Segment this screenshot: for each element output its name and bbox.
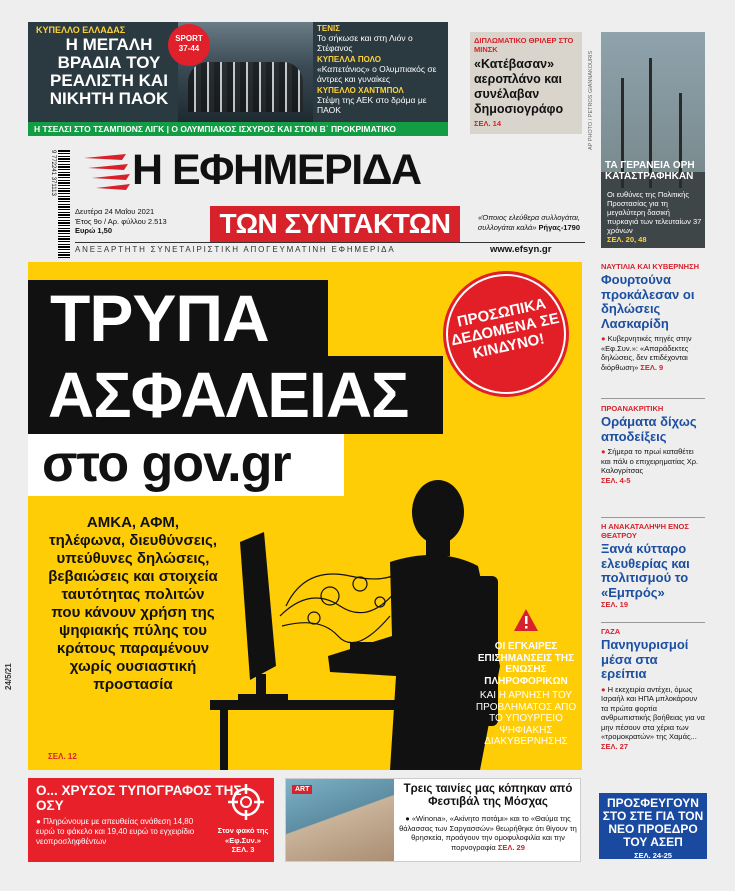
- minsk-page: ΣΕΛ. 14: [474, 119, 502, 128]
- website-link[interactable]: www.efsyn.gr: [490, 244, 552, 255]
- lead-body: ΑΜΚΑ, ΑΦΜ, τηλέφωνα, διευθύνσεις, υπεύθυνες δηλώσεις, βεβαιώσεις και στοιχεία ταυτότητας πολιτών που κάνουν χρήση της ψηφιακής πύλης του κράτους παραμένουν χωρίς ουσιαστική προστασία: [48, 514, 218, 693]
- barcode-number: 9 772241 371113: [50, 150, 56, 196]
- sports-headline[interactable]: Η ΜΕΓΑΛΗ ΒΡΑΔΙΑ ΤΟΥ ΡΕΑΛΙΣΤΗ ΚΑΙ ΝΙΚΗΤΗ ΠΑΟΚ: [49, 35, 169, 108]
- headline-line-3[interactable]: στο gov.gr: [28, 434, 344, 496]
- sidebar-story[interactable]: ΠΡΟΑΝΑΚΡΙΤΙΚΗ Οράματα δίχως αποδείξεις ● Σήμερα το πρωί καταθέτει και πάλι ο επιχειρηματίας Χρ. Καλογρίτσας ΣΕΛ. 4-5: [601, 404, 705, 485]
- minsk-kicker: ΔΙΠΛΩΜΑΤΙΚΟ ΘΡΙΛΕΡ ΣΤΟ ΜΙΝΣΚ: [474, 36, 574, 54]
- sports-brief[interactable]: «Καπετάνιος» ο Ολυμπιακός σε άντρες και γυναίκες: [317, 64, 437, 84]
- sports-briefs: ΤΕΝΙΣ Το σήκωσε και στη Λιόν ο Στέφανος ΚΥΠΕΛΛΑ ΠΟΛΟ «Καπετάνιος» ο Ολυμπιακός σε άντρες και γυναίκες ΚΥΠΕΛΛΟ ΧΑΝΤΜΠΟΛ Στέψη της ΑΕΚ στο δράμα με ΠΑΟΚ: [313, 22, 448, 122]
- art-tag: ART: [292, 785, 312, 794]
- sports-category: ΚΥΠΕΛΛΟ ΕΛΛΑΔΑΣ: [36, 25, 126, 35]
- divider: [601, 622, 705, 623]
- photo-credit: AP PHOTO / PETROS GIANNAKOURIS: [588, 50, 594, 150]
- sports-brief[interactable]: Το σήκωσε και στη Λιόν ο Στέφανος: [317, 33, 413, 53]
- asep-story[interactable]: [599, 793, 707, 859]
- asep-title[interactable]: ΠΡΟΣΦΕΥΓΟΥΝ ΣΤΟ ΣΤΕ ΓΙΑ ΤΟΝ ΝΕΟ ΠΡΟΕΔΡΟ ΤΟΥ ΑΣΕΠ: [602, 796, 704, 849]
- osy-title[interactable]: Ο... ΧΡΥΣΟΣ ΤΥΠΟΓΡΑΦΟΣ ΤΗΣ ΟΣΥ: [36, 783, 242, 813]
- osy-lens: Στον φακό της «Εφ.Συν.» ΣΕΛ. 3: [217, 826, 269, 854]
- warning-box: [473, 608, 579, 748]
- minsk-title[interactable]: «Κατέβασαν» αεροπλάνο και συνέλαβαν δημοσιογράφο: [474, 57, 564, 116]
- sidebar-title[interactable]: Πανηγυρισμοί μέσα στα ερείπια: [601, 637, 689, 681]
- warning-icon: [513, 608, 539, 632]
- sports-team-photo: [188, 62, 303, 112]
- warning-bold: ΟΙ ΕΓΚΑΙΡΕΣ ΕΠΙΣΗΜΑΝΣΕΙΣ ΤΗΣ ΕΝΩΣΗΣ ΠΛΗΡΟΦΟΡΙΚΩΝ: [477, 641, 575, 687]
- headline-line-1[interactable]: ΤΡΥΠΑ: [28, 280, 328, 356]
- warning-text: ΚΑΙ Η ΑΡΝΗΣΗ ΤΟΥ ΠΡΟΒΛΗΜΑΤΟΣ ΑΠΟ ΤΟ ΥΠΟΥΡΓΕΙΟ ΨΗΦΙΑΚΗΣ ΔΙΑΚΥΒΕΡΝΗΣΗΣ: [475, 690, 577, 747]
- forest-text: Οι ευθύνες της Πολιτικής Προστασίας για τη μεγαλύτερη δασική πυρκαγιά των τελευταίων 37 χρόνων: [607, 190, 702, 235]
- lead-story[interactable]: [28, 262, 582, 770]
- divider: [601, 517, 705, 518]
- moscow-body: «Winona», «Ακίνητο ποτάμι» και το «Θαύμα της θάλασσας των Σαργασσών» θεωρήθηκε ότι θίγουν τη θρησκεία, προάγουν την ομοφυλοφιλία και την πορνογραφία: [399, 814, 577, 852]
- sidebar-title[interactable]: Φουρτούνα προκάλεσαν οι δηλώσεις Λασκαρίδη: [601, 272, 695, 331]
- date-block: [75, 207, 167, 236]
- sidebar-story[interactable]: Η ΑΝΑΚΑΤΑΛΗΨΗ ΕΝΟΣ ΘΕΑΤΡΟΥ Ξανά κύτταρο ελευθερίας και πολιτισμού το «Εμπρός» ΣΕΛ. 19: [601, 522, 705, 609]
- masthead-subtitle: ΤΩΝ ΣΥΝΤΑΚΤΩΝ: [210, 206, 460, 242]
- sport-badge: SPORT 37-44: [168, 24, 210, 66]
- personal-data-stamp: ΠΡΟΣΩΠΙΚΑ ΔΕΔΟΜΕΝΑ ΣΕ ΚΙΝΔΥΝΟ!: [436, 274, 576, 398]
- sports-brief[interactable]: Στέψη της ΑΕΚ στο δράμα με ΠΑΟΚ: [317, 95, 427, 115]
- moscow-festival-story[interactable]: ART Τρεις ταινίες μας κόπηκαν από Φεστιβάλ της Μόσχας ● «Winona», «Ακίνητο ποτάμι» και το «Θαύμα της θάλασσας των Σαργασσών» θεωρήθηκε ότι θίγουν τη θρησκεία, προάγουν την ομοφυλοφιλία και την πορνογραφία ΣΕΛ. 29: [285, 778, 581, 862]
- sports-bar[interactable]: Η ΤΣΕΛΣΙ ΣΤΟ ΤΣΑΜΠΙΟΝΣ ΛΙΓΚ | Ο ΟΛΥΜΠΙΑΚΟΣ ΙΣΧΥΡΟΣ ΚΑΙ ΣΤΟΝ Β΄ ΠΡΟΚΡΙΜΑΤΙΚΟ: [28, 122, 448, 136]
- crosshair-icon: [228, 784, 264, 820]
- asep-page: ΣΕΛ. 24-25: [634, 851, 672, 860]
- barcode: [58, 150, 70, 258]
- forest-fire-story[interactable]: [601, 32, 705, 248]
- headline-line-2[interactable]: ΑΣΦΑΛΕΙΑΣ: [28, 356, 443, 434]
- issue-price: Ευρώ 1,50: [75, 226, 113, 235]
- edge-date: 24/5/21: [4, 663, 13, 690]
- sidebar-title[interactable]: Ξανά κύτταρο ελευθερίας και πολιτισμού το «Εμπρός»: [601, 541, 690, 600]
- logo-swoosh-icon: [82, 150, 132, 194]
- issue-date: Δευτέρα 24 Μαΐου 2021: [75, 207, 155, 216]
- divider: [601, 398, 705, 399]
- minsk-story[interactable]: [470, 32, 582, 134]
- sidebar-story[interactable]: ΓΑΖΑ Πανηγυρισμοί μέσα στα ερείπια ● Η εκεχειρία αντέχει, όμως Ισραήλ και ΗΠΑ μπλοκάρουν τα πρώτα φορτία ανθρωπιστικής βοήθειας για να μην πέσουν στα χέρια των «τρομοκρατών» της Χαμάς... ΣΕΛ. 27: [601, 627, 705, 751]
- masthead-title[interactable]: Η ΕΦΗΜΕΡΙΔΑ: [132, 146, 421, 194]
- sidebar-title[interactable]: Οράματα δίχως αποδείξεις: [601, 414, 697, 444]
- masthead-quote: «Όποιος ελεύθερα συλλογάται, συλλογάται καλά» Ρήγας-1790: [477, 213, 580, 232]
- sidebar-story[interactable]: ΝΑΥΤΙΛΙΑ ΚΑΙ ΚΥΒΕΡΝΗΣΗ Φουρτούνα προκάλεσαν οι δηλώσεις Λασκαρίδη ● Κυβερνητικές πηγές στην «Εφ.Συν.»: «Απαράδεκτες δηλώσεις, δεν επιδέχονται διόρθωση» ΣΕΛ. 9: [601, 262, 705, 372]
- issue-number: Έτος 9ο / Αρ. φύλλου 2.513: [75, 216, 167, 226]
- forest-photo: [601, 32, 705, 172]
- lead-page: ΣΕΛ. 12: [48, 752, 77, 761]
- forest-caption[interactable]: ΤΑ ΓΕΡΑΝΕΙΑ ΟΡΗ ΚΑΤΑΣΤΡΑΦΗΚΑΝ: [605, 160, 695, 182]
- osy-story[interactable]: Ο... ΧΡΥΣΟΣ ΤΥΠΟΓΡΑΦΟΣ ΤΗΣ ΟΣΥ ● Πληρώνουμε με απευθείας ανάθεση 14,80 ευρώ το φάκελο και 19,40 ευρώ το εγχειρίδιο νεοπροσληφθέντων Στον φακό της «Εφ.Συν.» ΣΕΛ. 3: [28, 778, 274, 862]
- osy-body: Πληρώνουμε με απευθείας ανάθεση 14,80 ευρώ το φάκελο και 19,40 ευρώ το εγχειρίδιο νεοπροσληφθέντων: [36, 817, 195, 846]
- sports-banner[interactable]: [28, 22, 448, 122]
- masthead-tagline: ΑΝΕΞΑΡΤΗΤΗ ΣΥΝΕΤΑΙΡΙΣΤΙΚΗ ΑΠΟΓΕΥΜΑΤΙΝΗ ΕΦΗΜΕΡΙΔΑ: [75, 242, 585, 254]
- forest-page: ΣΕΛ. 20, 48: [607, 235, 647, 244]
- moscow-title[interactable]: Τρεις ταινίες μας κόπηκαν από Φεστιβάλ της Μόσχας: [403, 783, 573, 808]
